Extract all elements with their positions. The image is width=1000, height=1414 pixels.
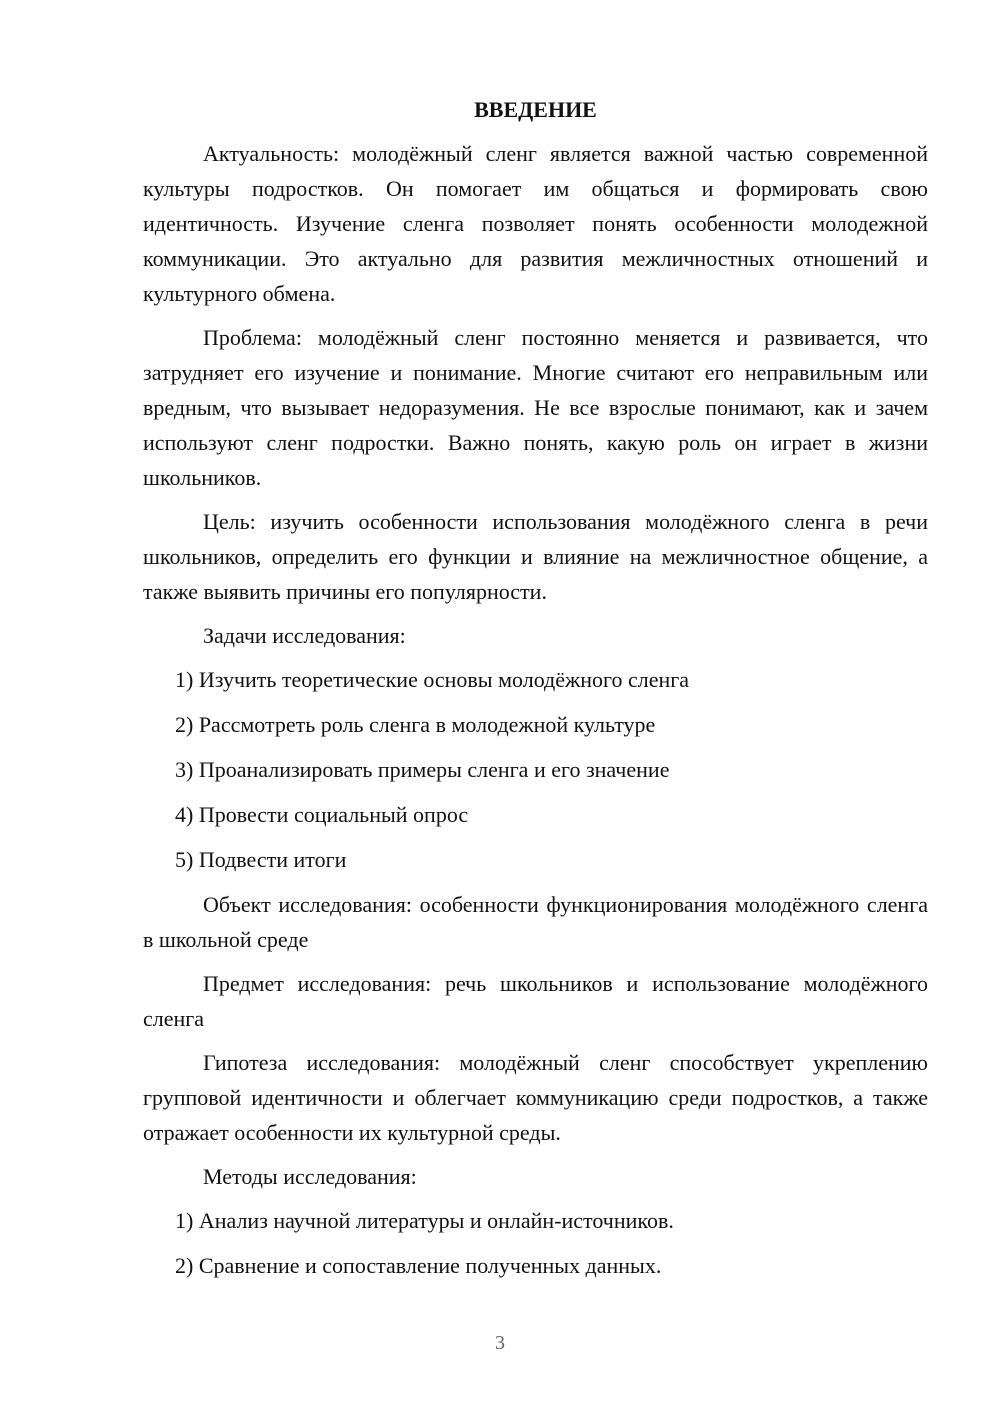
list-item: 1) Изучить теоретические основы молодёжного сленга bbox=[175, 667, 690, 692]
methods-list bbox=[143, 1203, 928, 1283]
tasks-list bbox=[143, 662, 928, 877]
list-item: 4) Провести социальный опрос bbox=[175, 802, 469, 827]
document-page bbox=[143, 94, 928, 1293]
problem-paragraph: Проблема: молодёжный сленг постоянно меняется и развивается, что затрудняет его изучение и понимание. Многие считают его неправильным или вредным, что вызывает недоразумения. Не все взрослые понимают, как и зачем используют сленг подростки. Важно понять, какую роль он играет в жизни школьников. bbox=[143, 325, 928, 490]
methods-heading: Методы исследования: bbox=[203, 1164, 417, 1189]
goal-paragraph: Цель: изучить особенности использования молодёжного сленга в речи школьников, определить его функции и влияние на межличностное общение, а также выявить причины его популярности. bbox=[143, 509, 928, 604]
list-item: 2) Рассмотреть роль сленга в молодежной культуре bbox=[175, 712, 656, 737]
page-number: 3 bbox=[495, 1332, 505, 1354]
list-item: 1) Анализ научной литературы и онлайн-источников. bbox=[175, 1208, 674, 1233]
hypothesis-paragraph: Гипотеза исследования: молодёжный сленг способствует укреплению групповой идентичности и облегчает коммуникацию среди подростков, а также отражает особенности их культурной среды. bbox=[143, 1050, 928, 1145]
list-item: 2) Сравнение и сопоставление полученных данных. bbox=[175, 1253, 662, 1278]
tasks-heading: Задачи исследования: bbox=[203, 623, 406, 648]
object-paragraph: Объект исследования: особенности функционирования молодёжного сленга в школьной среде bbox=[143, 892, 928, 952]
relevance-paragraph: Актуальность: молодёжный сленг является важной частью современной культуры подростков. Он помогает им общаться и формировать свою идентичность. Изучение сленга позволяет понять особенности молодежной коммуникации. Это актуально для развития межличностных отношений и культурного обмена. bbox=[143, 141, 928, 306]
list-item: 5) Подвести итоги bbox=[175, 847, 347, 872]
page-title: ВВЕДЕНИЕ bbox=[474, 97, 597, 122]
list-item: 3) Проанализировать примеры сленга и его значение bbox=[175, 757, 670, 782]
subject-paragraph: Предмет исследования: речь школьников и использование молодёжного сленга bbox=[143, 971, 928, 1031]
